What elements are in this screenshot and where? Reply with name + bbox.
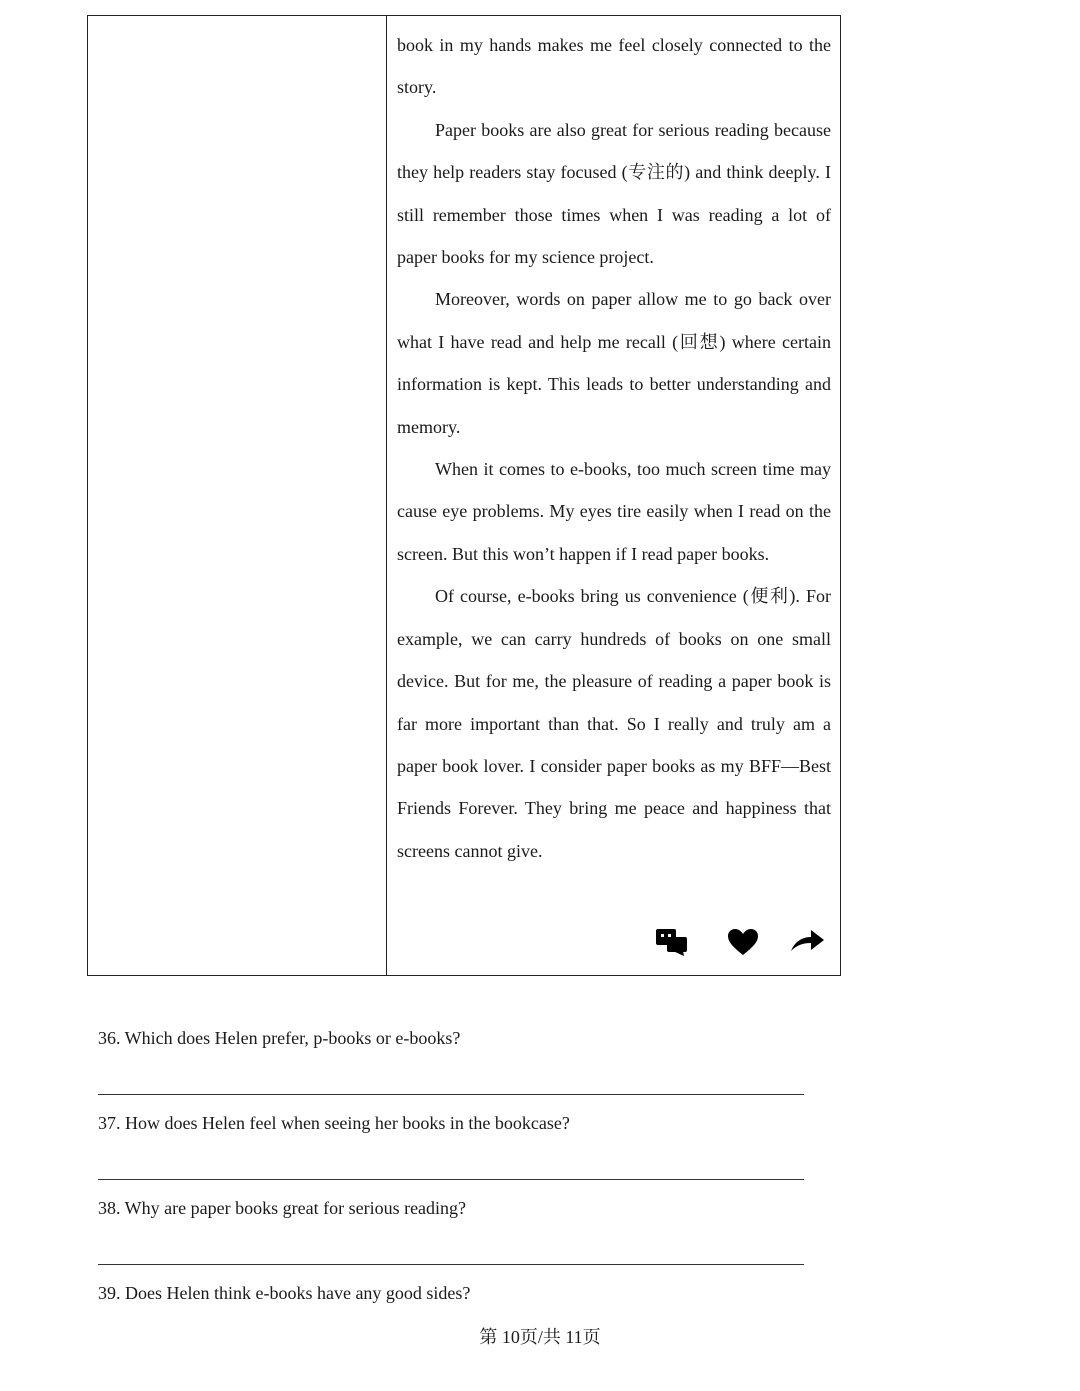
heart-icon[interactable] xyxy=(725,926,761,958)
article-paragraph-5: Of course, e-books bring us convenience (便利). For example, we can carry hundreds of books on one small device. But for me, the pleasure of reading a paper book is far more important than that. So I really and truly am a paper book lover. I consider paper books as my BFF—Best Friends Forever. They bring me peace and happiness that screens cannot give. xyxy=(397,586,831,861)
comment-icon[interactable] xyxy=(655,926,691,958)
article-action-bar xyxy=(655,926,830,958)
article-left-cell xyxy=(88,16,387,975)
answer-line-38[interactable] xyxy=(98,1264,804,1265)
article-right-cell xyxy=(387,16,840,975)
question-37: 37. How does Helen feel when seeing her books in the bookcase? xyxy=(98,1113,570,1133)
question-38: 38. Why are paper books great for serious reading? xyxy=(98,1198,467,1218)
question-39: 39. Does Helen think e-books have any good sides? xyxy=(98,1283,471,1303)
article-body xyxy=(397,24,831,872)
answer-line-36[interactable] xyxy=(98,1094,804,1095)
share-icon[interactable] xyxy=(789,926,825,958)
article-paragraph-2: Paper books are also great for serious reading because they help readers stay focused (专注的) and think deeply. I still remember those times when I was reading a lot of paper books for my science project. xyxy=(397,119,831,268)
question-36: 36. Which does Helen prefer, p-books or e-books? xyxy=(98,1028,461,1048)
article-table xyxy=(87,15,841,976)
article-paragraph-4: When it comes to e-books, too much screen time may cause eye problems. My eyes tire easily when I read on the screen. But this won’t happen if I read paper books. xyxy=(397,459,831,564)
article-paragraph-3: Moreover, words on paper allow me to go back over what I have read and help me recall (回想) where certain information is kept. This leads to better understanding and memory. xyxy=(397,289,831,437)
page-number: 第 10页/共 11页 xyxy=(479,1327,601,1347)
answer-line-37[interactable] xyxy=(98,1179,804,1180)
article-paragraph-1: book in my hands makes me feel closely connected to the story. xyxy=(397,35,831,98)
